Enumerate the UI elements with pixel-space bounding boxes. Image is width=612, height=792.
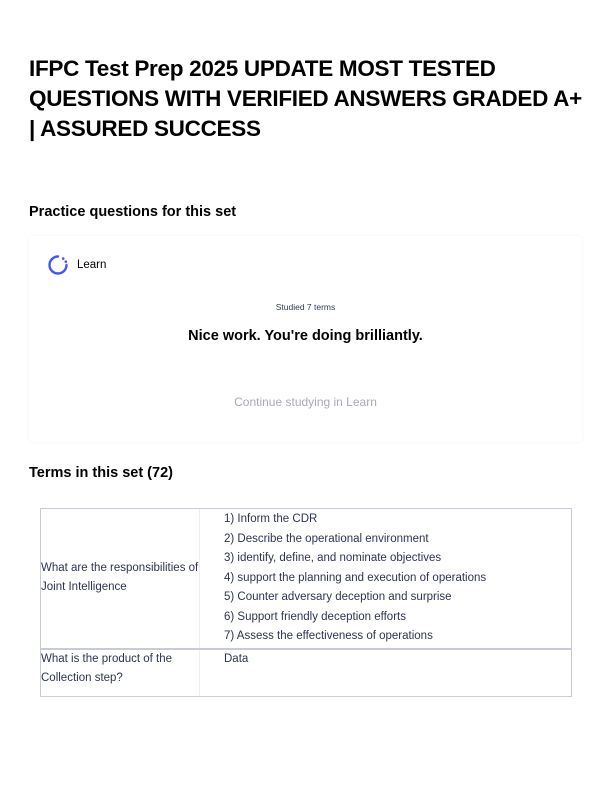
definition-line: 3) identify, define, and nominate objectives: [224, 552, 442, 564]
terms-table: [40, 508, 572, 697]
term-text: What is the product of the Collection step?: [41, 652, 173, 684]
progress-praise-text: Nice work. You're doing brilliantly.: [188, 328, 423, 344]
definition-line: 2) Describe the operational environment: [224, 532, 429, 545]
document-title: IFPC Test Prep 2025 UPDATE MOST TESTED QUESTIONS WITH VERIFIED ANSWERS GRADED A+ | ASSURED SUCCESS: [29, 56, 582, 141]
learn-mode-button[interactable]: [47, 254, 106, 276]
learn-progress-icon: [47, 254, 69, 276]
studied-count-text: Studied 7 terms: [275, 302, 336, 312]
term-cell: [41, 509, 200, 648]
definition-line: 1) Inform the CDR: [224, 513, 318, 525]
term-cell: [41, 650, 200, 696]
learn-mode-label: Learn: [77, 259, 107, 271]
table-row: [41, 509, 571, 648]
term-text: What are the responsibilities of Joint Intelligence: [41, 561, 199, 594]
definition-line: Data: [224, 652, 249, 665]
definition-line: 7) Assess the effectiveness of operations: [224, 630, 433, 642]
definition-cell: [200, 509, 571, 648]
learn-card: [29, 236, 582, 442]
definition-line: 5) Counter adversary deception and surprise: [224, 591, 452, 603]
table-row: [41, 648, 571, 696]
definition-line: 4) support the planning and execution of operations: [224, 571, 487, 584]
definition-line: 6) Support friendly deception efforts: [224, 610, 406, 623]
practice-section-heading: Practice questions for this set: [29, 204, 237, 220]
terms-section-heading: Terms in this set (72): [29, 465, 173, 481]
definition-cell: [200, 650, 571, 696]
continue-studying-link[interactable]: Continue studying in Learn: [234, 395, 377, 409]
